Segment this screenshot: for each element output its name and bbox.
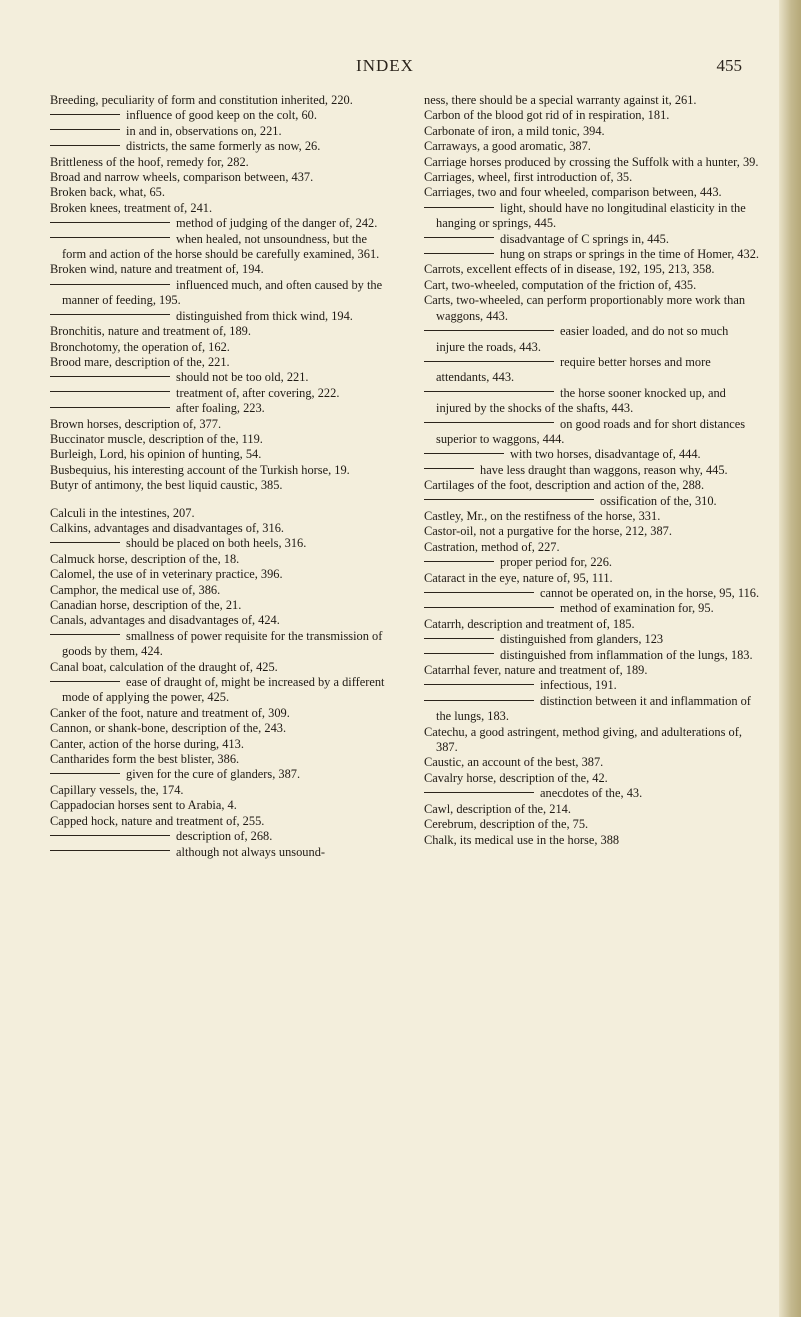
index-entry xyxy=(424,355,760,386)
index-entry-text: on good roads and for short distances superior to waggons, 444. xyxy=(436,416,746,446)
index-entry-text: Broken knees, treatment of, 241. xyxy=(50,200,213,215)
index-entry xyxy=(424,663,760,678)
index-entry-text: Burleigh, Lord, his opinion of hunting, 54. xyxy=(50,447,262,462)
index-entry xyxy=(424,93,760,108)
index-entry xyxy=(50,386,386,401)
index-entry-text: description of, 268. xyxy=(176,829,273,844)
index-entry-text: Carts, two-wheeled, can perform proportionably more work than waggons, 443. xyxy=(424,293,746,323)
ditto-rule xyxy=(424,638,494,639)
index-entry xyxy=(50,552,386,567)
index-entry-text: given for the cure of glanders, 387. xyxy=(126,767,301,782)
index-entry-text: influenced much, and often caused by the manner of feeding, 195. xyxy=(62,277,383,308)
index-entry-text: Canadian horse, description of the, 21. xyxy=(50,598,242,612)
index-entry-text: method of judging of the danger of, 242. xyxy=(176,216,378,231)
index-entry-text: Calkins, advantages and disadvantages of, 316. xyxy=(50,520,284,535)
index-entry xyxy=(50,447,386,462)
index-entry-text: Butyr of antimony, the best liquid caustic, 385. xyxy=(50,478,283,493)
index-entry xyxy=(50,201,386,216)
index-entry xyxy=(50,737,386,752)
ditto-rule xyxy=(424,700,534,701)
index-entry xyxy=(424,694,760,725)
index-entry-text: districts, the same formerly as now, 26. xyxy=(126,139,321,154)
index-entry xyxy=(50,767,386,782)
index-entry xyxy=(50,613,386,628)
index-entry xyxy=(50,706,386,721)
section-gap xyxy=(50,494,386,506)
header-title: INDEX xyxy=(356,56,414,75)
index-entry-text: Capillary vessels, the, 174. xyxy=(50,782,184,797)
index-entry xyxy=(50,660,386,675)
index-entry xyxy=(424,247,760,262)
index-entry xyxy=(50,521,386,536)
ditto-rule xyxy=(424,253,494,254)
index-entry xyxy=(50,355,386,370)
index-entry xyxy=(424,155,760,170)
index-entry xyxy=(424,771,760,786)
index-entry xyxy=(424,201,760,232)
index-entry-text: Brood mare, description of the, 221. xyxy=(50,354,230,369)
index-entry xyxy=(50,401,386,416)
index-entry xyxy=(50,108,386,123)
index-entry xyxy=(50,798,386,813)
index-entry xyxy=(50,309,386,324)
index-entry xyxy=(424,555,760,570)
index-entry xyxy=(50,216,386,231)
index-entry xyxy=(424,802,760,817)
index-entry-text: cannot be operated on, in the horse, 95, 116. xyxy=(540,586,760,600)
index-entry xyxy=(424,494,760,509)
index-entry xyxy=(50,506,386,521)
index-entry-text: Cantharides form the best blister, 386. xyxy=(50,752,240,767)
index-entry xyxy=(424,601,760,616)
ditto-rule xyxy=(424,237,494,238)
index-entry-text: Chalk, its medical use in the horse, 388 xyxy=(424,832,620,847)
ditto-rule xyxy=(424,330,554,331)
index-entry-text: the horse sooner knocked up, and injured by the shocks of the shafts, 443. xyxy=(436,385,726,416)
left-index-column xyxy=(50,93,386,860)
index-entry xyxy=(50,139,386,154)
index-entry-text: Catarrhal fever, nature and treatment of, 189. xyxy=(424,663,648,678)
index-entry-text: Carriages, two and four wheeled, comparison between, 443. xyxy=(424,185,722,200)
ditto-rule xyxy=(50,237,170,238)
index-entry-text: Broken back, what, 65. xyxy=(50,185,165,200)
index-entry-text: require better horses and more attendants, 443. xyxy=(436,354,711,385)
index-entry xyxy=(424,571,760,586)
index-entry-text: Buccinator muscle, description of the, 119. xyxy=(50,431,263,446)
index-entry xyxy=(424,386,760,417)
index-entry-text: Calculi in the intestines, 207. xyxy=(50,505,195,520)
ditto-rule xyxy=(50,114,120,115)
ditto-rule xyxy=(50,376,170,377)
ditto-rule xyxy=(50,542,120,543)
index-entry-text: method of examination for, 95. xyxy=(560,601,714,616)
index-entry xyxy=(424,170,760,185)
index-entry-text: Carraways, a good aromatic, 387. xyxy=(424,139,591,154)
index-entry xyxy=(50,370,386,385)
index-entry xyxy=(424,463,760,478)
index-entry-text: with two horses, disadvantage of, 444. xyxy=(510,447,701,462)
index-entry xyxy=(50,278,386,309)
index-entry xyxy=(424,478,760,493)
index-entry xyxy=(50,567,386,582)
ditto-rule xyxy=(50,773,120,774)
index-entry-text: smallness of power requisite for the transmission of goods by them, 424. xyxy=(62,628,383,659)
ditto-rule xyxy=(50,284,170,285)
index-entry xyxy=(50,432,386,447)
ditto-rule xyxy=(424,207,494,208)
index-entry xyxy=(424,447,760,462)
index-entry-text: disadvantage of C springs in, 445. xyxy=(500,231,669,246)
index-entry-text: proper period for, 226. xyxy=(500,555,613,570)
index-entry xyxy=(50,262,386,277)
index-entry-text: Bronchitis, nature and treatment of, 189. xyxy=(50,324,251,339)
page-edge xyxy=(779,0,801,1317)
ditto-rule xyxy=(424,792,534,793)
index-entry-text: Cavalry horse, description of the, 42. xyxy=(424,770,608,785)
index-entry xyxy=(50,814,386,829)
index-entry xyxy=(424,725,760,756)
ditto-rule xyxy=(424,468,474,469)
index-entry-text: ness, there should be a special warranty against it, 261. xyxy=(424,93,697,107)
ditto-rule xyxy=(424,453,504,454)
index-entry-text: Cannon, or shank-bone, description of the, 243. xyxy=(50,721,287,736)
index-entry xyxy=(424,293,760,324)
index-entry-text: when healed, not unsoundness, but the form and action of the horse should be carefully examined, 361. xyxy=(62,231,380,262)
index-entry-text: Catarrh, description and treatment of, 185. xyxy=(424,616,635,631)
index-entry xyxy=(50,721,386,736)
index-entry-text: Camphor, the medical use of, 386. xyxy=(50,582,221,597)
index-entry-text: Brown horses, description of, 377. xyxy=(50,416,222,431)
index-entry-text: have less draught than waggons, reason why, 445. xyxy=(480,462,728,477)
index-entry xyxy=(50,417,386,432)
index-entry-text: Bronchotomy, the operation of, 162. xyxy=(50,339,230,354)
ditto-rule xyxy=(424,391,554,392)
right-index-column xyxy=(424,93,760,848)
index-entry-text: Cart, two-wheeled, computation of the friction of, 435. xyxy=(424,277,697,292)
index-entry-text: Carrots, excellent effects of in disease, 192, 195, 213, 358. xyxy=(424,262,715,277)
index-entry-text: ossification of the, 310. xyxy=(600,493,717,508)
index-entry xyxy=(50,845,386,860)
index-entry-text: Canals, advantages and disadvantages of, 424. xyxy=(50,613,280,628)
index-entry-text: in and in, observations on, 221. xyxy=(126,123,282,138)
index-entry-text: Calmuck horse, description of the, 18. xyxy=(50,551,240,566)
ditto-rule xyxy=(50,407,170,408)
index-entry-text: influence of good keep on the colt, 60. xyxy=(126,108,317,123)
index-entry xyxy=(50,598,386,613)
index-entry-text: Carriages, wheel, first introduction of, 35. xyxy=(424,170,633,185)
index-entry xyxy=(424,786,760,801)
index-entry-text: ease of draught of, might be increased by a different mode of applying the power, 425. xyxy=(62,675,385,705)
index-entry-text: treatment of, after covering, 222. xyxy=(176,385,340,400)
index-entry xyxy=(424,509,760,524)
index-entry-text: Castley, Mr., on the restifness of the horse, 331. xyxy=(424,508,661,523)
index-entry-text: infectious, 191. xyxy=(540,678,617,693)
index-entry-text: anecdotes of the, 43. xyxy=(540,786,643,801)
index-entry-text: distinction between it and inflammation of the lungs, 183. xyxy=(436,693,751,724)
index-entry xyxy=(50,340,386,355)
index-entry-text: should not be too old, 221. xyxy=(176,370,309,385)
index-entry-text: Cataract in the eye, nature of, 95, 111. xyxy=(424,570,613,585)
index-entry xyxy=(424,185,760,200)
index-entry xyxy=(424,278,760,293)
index-entry xyxy=(424,324,760,355)
index-entry-text: Catechu, a good astringent, method giving, and adulterations of, 387. xyxy=(424,724,742,755)
index-entry xyxy=(424,139,760,154)
ditto-rule xyxy=(424,592,534,593)
ditto-rule xyxy=(424,653,494,654)
ditto-rule xyxy=(50,850,170,851)
index-entry xyxy=(50,829,386,844)
ditto-rule xyxy=(50,391,170,392)
ditto-rule xyxy=(424,499,594,500)
index-entry xyxy=(424,678,760,693)
index-entry-text: Carbonate of iron, a mild tonic, 394. xyxy=(424,123,605,138)
ditto-rule xyxy=(50,634,120,635)
index-entry-text: distinguished from glanders, 123 xyxy=(500,632,664,647)
index-entry xyxy=(50,629,386,660)
index-entry-text: Carriage horses produced by crossing the Suffolk with a hunter, 39. xyxy=(424,154,759,169)
index-entry xyxy=(50,170,386,185)
index-entry xyxy=(50,783,386,798)
index-entry-text: distinguished from thick wind, 194. xyxy=(176,308,353,323)
index-entry xyxy=(424,833,760,848)
index-entry-text: Busbequius, his interesting account of the Turkish horse, 19. xyxy=(50,462,350,477)
ditto-rule xyxy=(50,222,170,223)
index-entry-text: Cartilages of the foot, description and action of the, 288. xyxy=(424,478,705,493)
index-entry-text: easier loaded, and do not so much injure the roads, 443. xyxy=(436,324,729,354)
index-entry-text: Broad and narrow wheels, comparison between, 437. xyxy=(50,170,314,185)
index-entry xyxy=(50,93,386,108)
ditto-rule xyxy=(424,561,494,562)
index-entry-text: hung on straps or springs in the time of Homer, 432. xyxy=(500,247,759,262)
index-entry xyxy=(424,755,760,770)
index-entry xyxy=(50,185,386,200)
ditto-rule xyxy=(424,684,534,685)
ditto-rule xyxy=(424,607,554,608)
index-entry-text: Canal boat, calculation of the draught of, 425. xyxy=(50,659,278,674)
index-entry xyxy=(424,540,760,555)
index-entry-text: Broken wind, nature and treatment of, 194. xyxy=(50,262,264,277)
index-entry xyxy=(50,155,386,170)
index-entry-text: Cawl, description of the, 214. xyxy=(424,801,571,816)
index-entry-text: Capped hock, nature and treatment of, 255. xyxy=(50,813,265,828)
index-entry xyxy=(50,536,386,551)
ditto-rule xyxy=(424,361,554,362)
index-entry-text: Canter, action of the horse during, 413. xyxy=(50,736,244,751)
index-entry xyxy=(424,108,760,123)
index-entry xyxy=(424,262,760,277)
index-entry xyxy=(50,583,386,598)
index-entry xyxy=(424,648,760,663)
index-entry xyxy=(424,417,760,448)
index-entry xyxy=(424,232,760,247)
index-entry-text: Castor-oil, not a purgative for the horse, 212, 387. xyxy=(424,524,672,539)
index-entry-text: Brittleness of the hoof, remedy for, 282. xyxy=(50,154,249,169)
index-entry-text: Carbon of the blood got rid of in respiration, 181. xyxy=(424,108,670,123)
page-number: 455 xyxy=(716,56,742,75)
index-entry xyxy=(50,752,386,767)
index-entry-text: although not always unsound- xyxy=(176,844,326,859)
running-header xyxy=(0,56,770,80)
index-entry-text: Canker of the foot, nature and treatment of, 309. xyxy=(50,705,290,720)
index-entry xyxy=(424,586,760,601)
ditto-rule xyxy=(50,835,170,836)
index-entry-text: Cappadocian horses sent to Arabia, 4. xyxy=(50,798,237,813)
index-entry xyxy=(50,478,386,493)
index-entry-text: Caustic, an account of the best, 387. xyxy=(424,755,604,770)
index-entry-text: Cerebrum, description of the, 75. xyxy=(424,817,589,832)
ditto-rule xyxy=(424,422,554,423)
index-entry xyxy=(424,617,760,632)
index-entry-text: Castration, method of, 227. xyxy=(424,539,560,554)
index-entry xyxy=(50,463,386,478)
ditto-rule xyxy=(50,145,120,146)
index-entry xyxy=(50,232,386,263)
index-entry xyxy=(424,524,760,539)
ditto-rule xyxy=(50,314,170,315)
ditto-rule xyxy=(50,129,120,130)
index-entry-text: after foaling, 223. xyxy=(176,401,265,416)
index-entry xyxy=(424,124,760,139)
index-entry-text: Calomel, the use of in veterinary practice, 396. xyxy=(50,567,283,582)
index-entry-text: Breeding, peculiarity of form and constitution inherited, 220. xyxy=(50,93,353,107)
index-entry xyxy=(50,675,386,706)
index-entry-text: distinguished from inflammation of the lungs, 183. xyxy=(500,647,753,662)
index-entry-text: should be placed on both heels, 316. xyxy=(126,536,307,551)
ditto-rule xyxy=(50,681,120,682)
index-entry-text: light, should have no longitudinal elasticity in the hanging or springs, 445. xyxy=(436,200,746,231)
index-entry xyxy=(50,324,386,339)
index-entry xyxy=(424,632,760,647)
index-entry xyxy=(424,817,760,832)
index-entry xyxy=(50,124,386,139)
